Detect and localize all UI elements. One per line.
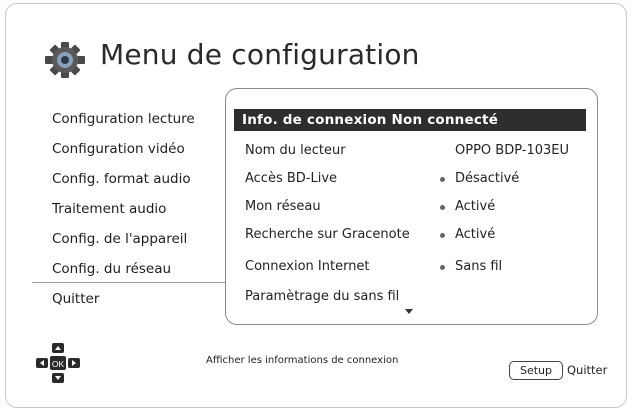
menu-item-network[interactable] <box>52 254 232 284</box>
chevron-down-icon[interactable] <box>405 309 413 314</box>
settings-menu <box>52 104 232 314</box>
setting-row-my-network[interactable] <box>245 193 585 221</box>
setting-label: Nom du lecteur <box>245 143 346 158</box>
setting-value: Désactivé <box>455 171 520 186</box>
menu-item-label: Config. de l'appareil <box>52 231 188 247</box>
setup-button[interactable]: Setup <box>509 361 563 380</box>
setting-row-player-name[interactable] <box>245 137 585 165</box>
menu-item-playback[interactable] <box>52 104 232 134</box>
page-title: Menu de configuration <box>100 38 420 71</box>
remote-dpad-icon <box>35 342 81 384</box>
setting-label: Accès BD-Live <box>245 171 338 186</box>
help-text: Afficher les informations de connexion <box>206 355 399 366</box>
bullet-icon <box>440 233 445 238</box>
bullet-icon <box>440 205 445 210</box>
menu-item-device[interactable] <box>52 224 232 254</box>
setting-label: Paramètrage du sans fil <box>245 289 400 304</box>
setting-value: Sans fil <box>455 259 503 274</box>
gear-icon <box>43 41 91 79</box>
selection-underline <box>32 282 242 283</box>
setting-row-gracenote[interactable] <box>245 221 585 249</box>
setting-row-bd-live[interactable] <box>245 165 585 193</box>
quit-label: Quitter <box>567 363 608 377</box>
bullet-icon <box>440 177 445 182</box>
setting-row-wireless-setup[interactable] <box>245 283 585 311</box>
setting-label: Mon réseau <box>245 199 321 214</box>
ok-key-label: OK <box>51 359 65 369</box>
setting-label: Connexion Internet <box>245 259 370 274</box>
menu-item-label: Quitter <box>52 291 100 307</box>
menu-item-quit[interactable] <box>52 284 232 314</box>
menu-item-label: Traitement audio <box>52 201 167 217</box>
setting-value: OPPO BDP-103EU <box>455 143 569 158</box>
menu-item-audio-processing[interactable] <box>52 194 232 224</box>
setting-label: Recherche sur Gracenote <box>245 227 410 242</box>
bullet-icon <box>440 265 445 270</box>
setting-row-internet-connection[interactable] <box>245 253 585 281</box>
menu-item-label: Config. du réseau <box>52 261 172 277</box>
menu-item-audio-format[interactable] <box>52 164 232 194</box>
menu-item-video[interactable] <box>52 134 232 164</box>
setting-value: Activé <box>455 227 496 242</box>
setting-value: Activé <box>455 199 496 214</box>
panel-header-connection-info[interactable]: Info. de connexion Non connecté <box>234 109 586 131</box>
menu-item-label: Config. format audio <box>52 171 191 187</box>
menu-item-label: Configuration lecture <box>52 111 195 127</box>
menu-item-label: Configuration vidéo <box>52 141 185 157</box>
